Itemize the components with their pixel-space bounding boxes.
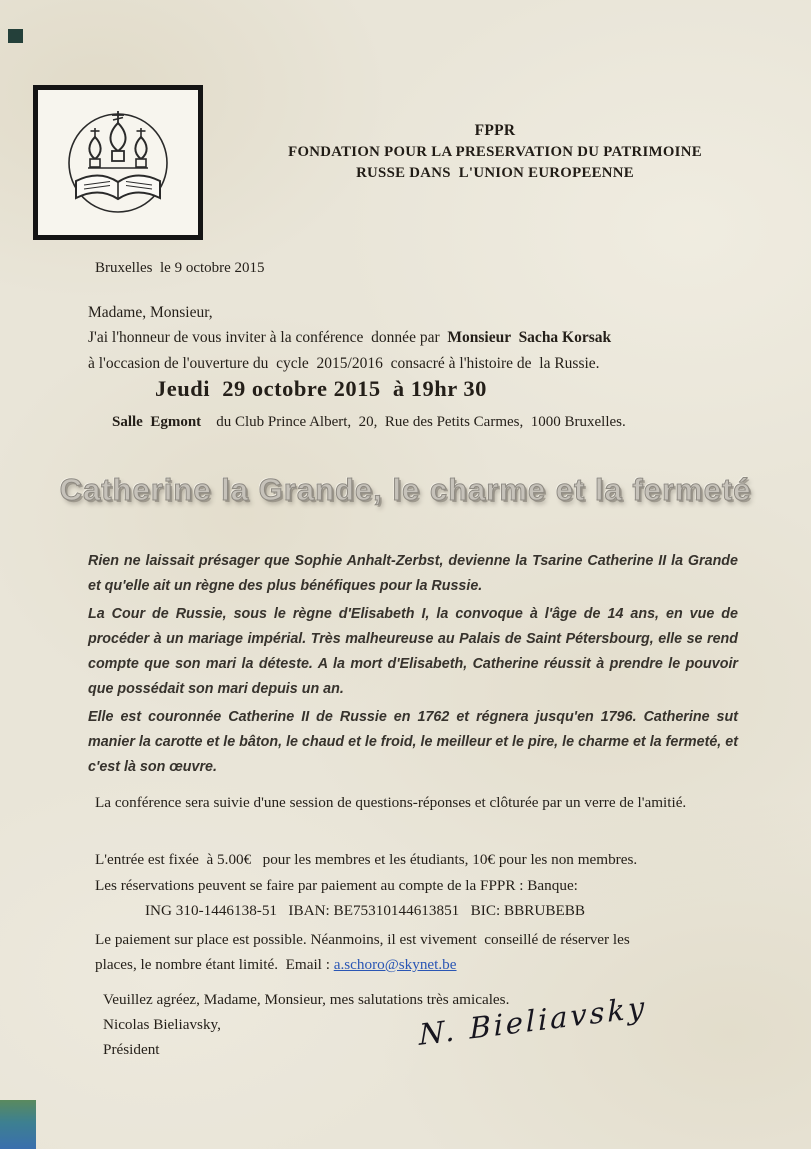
scan-artifact-top-left — [8, 29, 23, 43]
event-datetime: Jeudi 29 octobre 2015 à 19hr 30 — [155, 376, 487, 401]
speaker-name: Monsieur Sacha Korsak — [447, 329, 612, 346]
payment-note-line1: Le paiement sur place est possible. Néanmoins, il est vivement conseillé de réserver les — [95, 931, 630, 948]
signer-title: Président — [103, 1041, 160, 1058]
email-link[interactable]: a.schoro@skynet.be — [333, 956, 457, 973]
invitation-line — [88, 329, 778, 347]
invitation-line-2: à l'occasion de l'ouverture du cycle 2015/2016 consacré à l'histoire de la Russie. — [88, 355, 600, 372]
signature: N. Bieliavsky — [418, 989, 648, 1052]
org-name-line1: FONDATION POUR LA PRESERVATION DU PATRIMOINE — [288, 143, 702, 160]
abstract-paragraph: Elle est couronnée Catherine II de Russie en 1762 et régnera jusqu'en 1796. Catherine sut manier la carotte et le bâton, le chaud et le froid, le meilleur et le pire, le charme et la fermeté, et c'est là son œuvre. — [88, 709, 738, 775]
signer-name: Nicolas Bieliavsky, — [103, 1016, 221, 1033]
payment-note-line2: places, le nombre étant limité. Email : — [95, 956, 334, 973]
reservation-line: Les réservations peuvent se faire par paiement au compte de la FPPR : Banque: — [95, 877, 578, 894]
abstract-paragraph: Rien ne laissait présager que Sophie Anhalt-Zerbst, devienne la Tsarine Catherine II la Grande et qu'elle ait un règne des plus bénéfiques pour la Russie. — [88, 553, 738, 594]
payment-note — [95, 927, 775, 977]
salutation: Madame, Monsieur, — [88, 304, 213, 321]
orthodox-church-book-emblem — [48, 101, 188, 225]
invitation-text: J'ai l'honneur de vous inviter à la conférence donnée par — [88, 329, 448, 346]
org-acronym: FPPR — [474, 122, 516, 139]
abstract-paragraph: La Cour de Russie, sous le règne d'Elisabeth I, la convoque à l'âge de 14 ans, en vue de procéder à un mariage impérial. Très malheureuse au Palais de Saint Pétersbourg, elle se rend compte que son mari la déteste. A la mort d'Elisabeth, Catherine réussit à prendre le pouvoir que possédait son mari depuis un an. — [88, 606, 738, 697]
org-header — [200, 120, 790, 185]
venue-address: du Club Prince Albert, 20, Rue des Petits Carmes, 1000 Bruxelles. — [201, 414, 626, 430]
valediction: Veuillez agréez, Madame, Monsieur, mes salutations très amicales. — [103, 991, 510, 1008]
after-note: La conférence sera suivie d'une session de questions-réponses et clôturée par un verre de l'amitié. — [95, 794, 687, 811]
scan-artifact-bottom-left — [0, 1100, 36, 1149]
conference-abstract — [88, 549, 738, 783]
venue-name: Salle Egmont — [112, 414, 202, 430]
bank-details: ING 310-1446138-51 IBAN: BE75310144613851 BIC: BBRUBEBB — [145, 902, 586, 919]
org-name-line2: RUSSE DANS L'UNION EUROPEENNE — [356, 165, 634, 181]
dateline: Bruxelles le 9 octobre 2015 — [95, 260, 265, 276]
conference-title: Catherine la Grande, le charme et la fermeté — [59, 472, 752, 507]
venue-line — [112, 414, 772, 431]
fppr-logo — [33, 85, 203, 240]
pricing-line: L'entrée est fixée à 5.00€ pour les membres et les étudiants, 10€ pour les non membres. — [95, 851, 638, 868]
